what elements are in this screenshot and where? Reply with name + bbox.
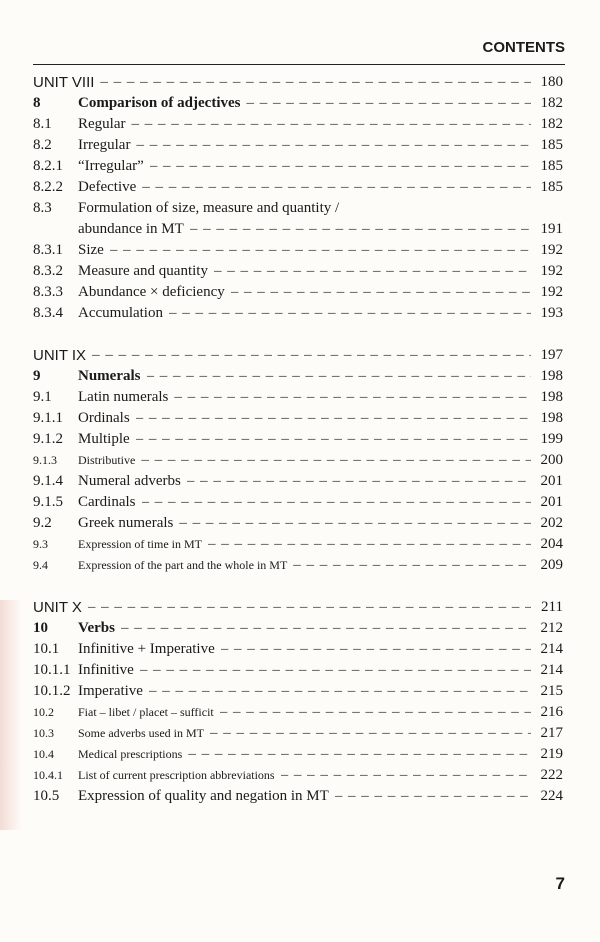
dot-leader (221, 641, 531, 658)
page-reference: 217 (540, 725, 563, 741)
section-number: 9 (33, 368, 41, 384)
section-number: 8.3.1 (33, 242, 63, 258)
dot-leader (210, 725, 531, 742)
toc-entry (33, 660, 563, 681)
page-reference: 211 (541, 599, 563, 615)
page-edge-tint (0, 600, 22, 830)
section-title: Expression of time in MT (78, 537, 202, 551)
section-title: abundance in MT (78, 221, 184, 237)
page-reference: 222 (540, 767, 563, 783)
section-number: 9.4 (33, 558, 48, 572)
toc-entry (33, 177, 563, 198)
dot-leader (88, 599, 531, 616)
toc-chapter-entry (33, 366, 563, 387)
toc-entry (33, 744, 563, 765)
dot-leader (335, 788, 531, 805)
toc-entry (33, 765, 563, 786)
toc-entry (33, 555, 563, 576)
section-number: 9.2 (33, 515, 52, 531)
dot-leader (136, 410, 531, 427)
toc-entry (33, 303, 563, 324)
section-title: Ordinals (78, 410, 130, 426)
toc-entry (33, 387, 563, 408)
toc-entry (33, 492, 563, 513)
section-number: 10 (33, 620, 48, 636)
dot-leader (147, 368, 532, 385)
section-title: Infinitive (78, 662, 134, 678)
toc-entry (33, 114, 563, 135)
page-reference: 185 (540, 179, 563, 195)
section-title: Some adverbs used in MT (78, 726, 204, 740)
page-reference: 200 (540, 452, 563, 468)
dot-leader (293, 557, 531, 574)
section-title: Numerals (78, 368, 141, 384)
toc-entry (33, 639, 563, 660)
dot-leader (187, 473, 531, 490)
dot-leader (150, 158, 531, 175)
toc-entry (33, 219, 563, 240)
section-title: Regular (78, 116, 126, 132)
page-reference: 202 (540, 515, 563, 531)
page-reference: 212 (540, 620, 563, 636)
dot-leader (149, 683, 531, 700)
toc-unit-entry (33, 597, 563, 618)
toc-entry (33, 534, 563, 555)
section-title: Numeral adverbs (78, 473, 181, 489)
section-title: Irregular (78, 137, 131, 153)
section-title: UNIT VIII (33, 74, 95, 91)
page-reference: 216 (540, 704, 563, 720)
section-title: Greek numerals (78, 515, 174, 531)
page-reference: 192 (540, 263, 563, 279)
toc-entry (33, 135, 563, 156)
section-number: 10.1 (33, 641, 60, 657)
page-reference: 185 (540, 137, 563, 153)
toc-entry (33, 261, 563, 282)
toc-unit-entry (33, 345, 563, 366)
section-title: Expression of the part and the whole in MT (78, 558, 288, 572)
spacer (33, 576, 563, 597)
page-reference: 198 (540, 410, 563, 426)
dot-leader (246, 95, 531, 112)
dot-leader (231, 284, 531, 301)
page-reference: 204 (540, 536, 563, 552)
toc-entry (33, 786, 563, 807)
page-reference: 182 (540, 95, 563, 111)
page-reference: 215 (540, 683, 563, 699)
section-number: 8.2 (33, 137, 52, 153)
section-number: 8.2.2 (33, 179, 63, 195)
section-title: Multiple (78, 431, 130, 447)
section-title: Size (78, 242, 104, 258)
running-header: CONTENTS (482, 39, 565, 56)
section-number: 8.2.1 (33, 158, 63, 174)
dot-leader (188, 746, 531, 763)
dot-leader (214, 263, 531, 280)
dot-leader (136, 431, 531, 448)
section-number: 9.1.5 (33, 494, 63, 510)
section-number: 9.1.2 (33, 431, 63, 447)
page-reference: 191 (540, 221, 563, 237)
section-title: Imperative (78, 683, 143, 699)
page-reference: 180 (540, 74, 563, 90)
section-title: Expression of quality and negation in MT (78, 788, 329, 804)
section-title: Medical prescriptions (78, 747, 183, 761)
toc-entry (33, 282, 563, 303)
section-title: Latin numerals (78, 389, 169, 405)
table-of-contents (33, 72, 563, 807)
dot-leader (179, 515, 531, 532)
section-number: 10.2 (33, 705, 54, 719)
dot-leader (100, 74, 531, 91)
dot-leader (208, 536, 531, 553)
page-reference: 193 (540, 305, 563, 321)
toc-entry (33, 240, 563, 261)
toc-entry (33, 198, 563, 219)
toc-entry (33, 450, 563, 471)
section-number: 8.3 (33, 200, 52, 216)
dot-leader (92, 347, 531, 364)
section-title: Distributive (78, 453, 136, 467)
page-reference: 209 (540, 557, 563, 573)
section-number: 9.1.3 (33, 453, 57, 467)
section-title: “Irregular” (78, 158, 144, 174)
page-reference: 214 (540, 641, 563, 657)
toc-unit-entry (33, 72, 563, 93)
dot-leader (190, 221, 531, 238)
toc-entry (33, 702, 563, 723)
toc-entry (33, 429, 563, 450)
section-title: Infinitive + Imperative (78, 641, 215, 657)
section-title: UNIT IX (33, 347, 87, 364)
section-number: 10.4 (33, 747, 54, 761)
toc-entry (33, 681, 563, 702)
toc-entry (33, 513, 563, 534)
page-number: 7 (555, 874, 565, 893)
section-title: Cardinals (78, 494, 136, 510)
dot-leader (141, 452, 531, 469)
dot-leader (220, 704, 531, 721)
section-title: Fiat – libet / placet – sufficit (78, 705, 214, 719)
section-title: Comparison of adjectives (78, 95, 241, 111)
section-number: 8.3.4 (33, 305, 63, 321)
page-reference: 199 (540, 431, 563, 447)
dot-leader (121, 620, 531, 637)
section-number: 9.1.1 (33, 410, 63, 426)
dot-leader (136, 137, 531, 154)
dot-leader (142, 494, 532, 511)
page-reference: 201 (540, 473, 563, 489)
section-number: 8 (33, 95, 41, 111)
dot-leader (169, 305, 531, 322)
spacer (33, 324, 563, 345)
section-number: 10.1.2 (33, 683, 71, 699)
section-title: Formulation of size, measure and quantity / (78, 200, 340, 216)
section-number: 8.3.3 (33, 284, 63, 300)
section-number: 8.3.2 (33, 263, 63, 279)
dot-leader (174, 389, 531, 406)
toc-entry (33, 723, 563, 744)
page-reference: 219 (540, 746, 563, 762)
section-title: Measure and quantity (78, 263, 208, 279)
section-number: 10.3 (33, 726, 54, 740)
header-rule (33, 64, 565, 65)
page-reference: 198 (540, 389, 563, 405)
section-title: List of current prescription abbreviations (78, 768, 275, 782)
toc-entry (33, 471, 563, 492)
page-reference: 182 (540, 116, 563, 132)
dot-leader (142, 179, 531, 196)
section-number: 9.1 (33, 389, 52, 405)
page-reference: 185 (540, 158, 563, 174)
section-title: Defective (78, 179, 137, 195)
section-number: 8.1 (33, 116, 52, 132)
section-title: Verbs (78, 620, 115, 636)
dot-leader (110, 242, 531, 259)
dot-leader (281, 767, 531, 784)
section-number: 10.4.1 (33, 768, 63, 782)
toc-chapter-entry (33, 93, 563, 114)
dot-leader (140, 662, 531, 679)
toc-entry (33, 156, 563, 177)
section-number: 9.3 (33, 537, 48, 551)
page-reference: 224 (540, 788, 563, 804)
dot-leader (131, 116, 531, 133)
section-number: 10.5 (33, 788, 60, 804)
section-title: Abundance × deficiency (78, 284, 225, 300)
page-reference: 198 (540, 368, 563, 384)
toc-chapter-entry (33, 618, 563, 639)
section-number: 9.1.4 (33, 473, 63, 489)
section-title: Accumulation (78, 305, 163, 321)
section-title: UNIT X (33, 599, 82, 616)
page-reference: 197 (540, 347, 563, 363)
page-reference: 214 (540, 662, 563, 678)
section-number: 10.1.1 (33, 662, 71, 678)
page-reference: 192 (540, 242, 563, 258)
page-reference: 201 (540, 494, 563, 510)
page-reference: 192 (540, 284, 563, 300)
toc-entry (33, 408, 563, 429)
